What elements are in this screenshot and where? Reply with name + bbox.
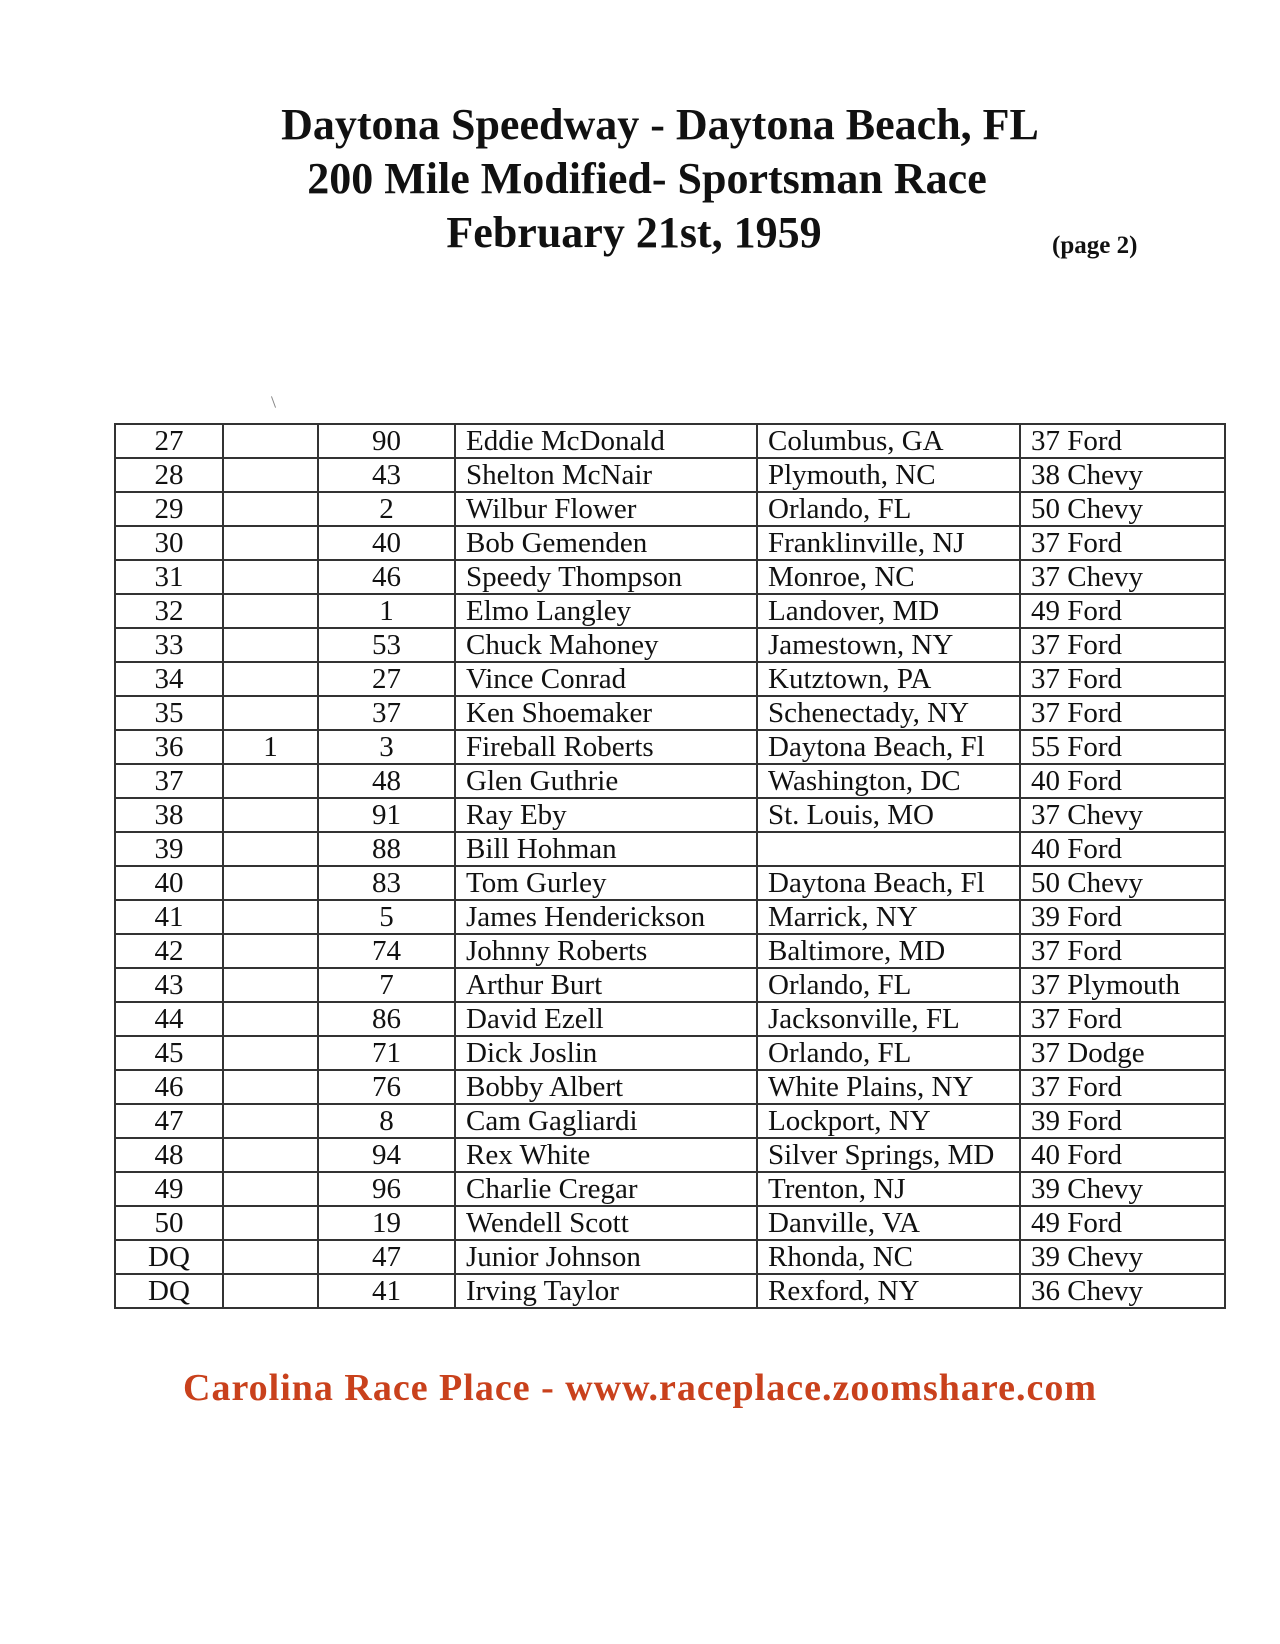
finish-position-cell: 30: [115, 526, 223, 560]
table-row: [115, 968, 1225, 1002]
car-make-cell: 37 Plymouth: [1020, 968, 1225, 1002]
car-make-cell: 37 Chevy: [1020, 560, 1225, 594]
driver-name-cell: Johnny Roberts: [455, 934, 757, 968]
driver-name-cell: Dick Joslin: [455, 1036, 757, 1070]
hometown-cell: White Plains, NY: [757, 1070, 1020, 1104]
hometown-cell: St. Louis, MO: [757, 798, 1020, 832]
start-position-cell: [223, 560, 318, 594]
car-number-cell: 48: [318, 764, 455, 798]
start-position-cell: [223, 866, 318, 900]
car-number-cell: 86: [318, 1002, 455, 1036]
car-make-cell: 50 Chevy: [1020, 492, 1225, 526]
car-number-cell: 53: [318, 628, 455, 662]
car-make-cell: 49 Ford: [1020, 594, 1225, 628]
car-make-cell: 40 Ford: [1020, 764, 1225, 798]
table-row: [115, 934, 1225, 968]
driver-name-cell: David Ezell: [455, 1002, 757, 1036]
start-position-cell: [223, 526, 318, 560]
driver-name-cell: Wendell Scott: [455, 1206, 757, 1240]
hometown-cell: Jamestown, NY: [757, 628, 1020, 662]
table-row: [115, 1104, 1225, 1138]
table-row: [115, 526, 1225, 560]
table-row: [115, 900, 1225, 934]
car-number-cell: 88: [318, 832, 455, 866]
hometown-cell: Marrick, NY: [757, 900, 1020, 934]
car-make-cell: 39 Chevy: [1020, 1172, 1225, 1206]
car-make-cell: 40 Ford: [1020, 1138, 1225, 1172]
driver-name-cell: Vince Conrad: [455, 662, 757, 696]
driver-name-cell: James Henderickson: [455, 900, 757, 934]
driver-name-cell: Junior Johnson: [455, 1240, 757, 1274]
car-make-cell: 49 Ford: [1020, 1206, 1225, 1240]
scan-mark: [271, 396, 276, 408]
driver-name-cell: Ray Eby: [455, 798, 757, 832]
finish-position-cell: 27: [115, 424, 223, 458]
table-row: [115, 1206, 1225, 1240]
car-number-cell: 19: [318, 1206, 455, 1240]
driver-name-cell: Tom Gurley: [455, 866, 757, 900]
table-row: [115, 662, 1225, 696]
table-row: [115, 560, 1225, 594]
table-row: [115, 730, 1225, 764]
hometown-cell: Rexford, NY: [757, 1274, 1020, 1308]
car-make-cell: 36 Chevy: [1020, 1274, 1225, 1308]
finish-position-cell: 29: [115, 492, 223, 526]
car-number-cell: 5: [318, 900, 455, 934]
driver-name-cell: Glen Guthrie: [455, 764, 757, 798]
car-number-cell: 46: [318, 560, 455, 594]
finish-position-cell: 43: [115, 968, 223, 1002]
finish-position-cell: 39: [115, 832, 223, 866]
driver-name-cell: Charlie Cregar: [455, 1172, 757, 1206]
car-number-cell: 47: [318, 1240, 455, 1274]
race-name: 200 Mile Modified- Sportsman Race: [307, 154, 987, 203]
table-row: [115, 866, 1225, 900]
hometown-cell: Monroe, NC: [757, 560, 1020, 594]
car-make-cell: 39 Ford: [1020, 900, 1225, 934]
finish-position-cell: 44: [115, 1002, 223, 1036]
car-make-cell: 50 Chevy: [1020, 866, 1225, 900]
hometown-cell: Plymouth, NC: [757, 458, 1020, 492]
car-number-cell: 43: [318, 458, 455, 492]
start-position-cell: [223, 1138, 318, 1172]
table-row: [115, 1138, 1225, 1172]
hometown-cell: Daytona Beach, Fl: [757, 866, 1020, 900]
results-table-body: [115, 424, 1225, 1308]
car-make-cell: 38 Chevy: [1020, 458, 1225, 492]
car-number-cell: 8: [318, 1104, 455, 1138]
finish-position-cell: 31: [115, 560, 223, 594]
driver-name-cell: Ken Shoemaker: [455, 696, 757, 730]
start-position-cell: [223, 696, 318, 730]
page-number-note: (page 2): [1052, 232, 1138, 259]
table-row: [115, 696, 1225, 730]
hometown-cell: Orlando, FL: [757, 1036, 1020, 1070]
car-number-cell: 41: [318, 1274, 455, 1308]
finish-position-cell: 37: [115, 764, 223, 798]
finish-position-cell: 40: [115, 866, 223, 900]
car-make-cell: 37 Ford: [1020, 424, 1225, 458]
start-position-cell: [223, 458, 318, 492]
finish-position-cell: 47: [115, 1104, 223, 1138]
table-row: [115, 798, 1225, 832]
hometown-cell: Lockport, NY: [757, 1104, 1020, 1138]
car-number-cell: 2: [318, 492, 455, 526]
finish-position-cell: 28: [115, 458, 223, 492]
start-position-cell: [223, 662, 318, 696]
table-row: [115, 1274, 1225, 1308]
finish-position-cell: 45: [115, 1036, 223, 1070]
start-position-cell: [223, 832, 318, 866]
table-row: [115, 1240, 1225, 1274]
car-make-cell: 55 Ford: [1020, 730, 1225, 764]
start-position-cell: [223, 628, 318, 662]
driver-name-cell: Cam Gagliardi: [455, 1104, 757, 1138]
finish-position-cell: 42: [115, 934, 223, 968]
car-make-cell: 37 Ford: [1020, 526, 1225, 560]
driver-name-cell: Irving Taylor: [455, 1274, 757, 1308]
start-position-cell: [223, 424, 318, 458]
hometown-cell: Rhonda, NC: [757, 1240, 1020, 1274]
car-number-cell: 83: [318, 866, 455, 900]
start-position-cell: [223, 1002, 318, 1036]
car-number-cell: 40: [318, 526, 455, 560]
hometown-cell: Washington, DC: [757, 764, 1020, 798]
hometown-cell: Daytona Beach, Fl: [757, 730, 1020, 764]
finish-position-cell: 41: [115, 900, 223, 934]
finish-position-cell: 35: [115, 696, 223, 730]
car-make-cell: 40 Ford: [1020, 832, 1225, 866]
hometown-cell: Jacksonville, FL: [757, 1002, 1020, 1036]
driver-name-cell: Rex White: [455, 1138, 757, 1172]
start-position-cell: [223, 934, 318, 968]
table-row: [115, 594, 1225, 628]
car-number-cell: 71: [318, 1036, 455, 1070]
driver-name-cell: Arthur Burt: [455, 968, 757, 1002]
car-make-cell: 39 Ford: [1020, 1104, 1225, 1138]
hometown-cell: Kutztown, PA: [757, 662, 1020, 696]
table-row: [115, 764, 1225, 798]
hometown-cell: Orlando, FL: [757, 492, 1020, 526]
car-number-cell: 1: [318, 594, 455, 628]
car-make-cell: 37 Ford: [1020, 662, 1225, 696]
start-position-cell: [223, 764, 318, 798]
hometown-cell: Trenton, NJ: [757, 1172, 1020, 1206]
footer-credit: Carolina Race Place - www.raceplace.zoomshare.com: [183, 1367, 1097, 1409]
table-row: [115, 492, 1225, 526]
start-position-cell: [223, 1104, 318, 1138]
finish-position-cell: 38: [115, 798, 223, 832]
hometown-cell: Columbus, GA: [757, 424, 1020, 458]
table-row: [115, 1070, 1225, 1104]
race-date: February 21st, 1959: [446, 208, 822, 257]
start-position-cell: [223, 492, 318, 526]
car-number-cell: 7: [318, 968, 455, 1002]
finish-position-cell: DQ: [115, 1274, 223, 1308]
start-position-cell: 1: [223, 730, 318, 764]
finish-position-cell: 49: [115, 1172, 223, 1206]
car-make-cell: 37 Ford: [1020, 1002, 1225, 1036]
table-row: [115, 1002, 1225, 1036]
driver-name-cell: Elmo Langley: [455, 594, 757, 628]
finish-position-cell: 50: [115, 1206, 223, 1240]
driver-name-cell: Eddie McDonald: [455, 424, 757, 458]
car-number-cell: 3: [318, 730, 455, 764]
driver-name-cell: Speedy Thompson: [455, 560, 757, 594]
start-position-cell: [223, 1274, 318, 1308]
finish-position-cell: 48: [115, 1138, 223, 1172]
finish-position-cell: 36: [115, 730, 223, 764]
table-row: [115, 1036, 1225, 1070]
car-make-cell: 37 Ford: [1020, 1070, 1225, 1104]
start-position-cell: [223, 798, 318, 832]
car-number-cell: 94: [318, 1138, 455, 1172]
hometown-cell: Franklinville, NJ: [757, 526, 1020, 560]
start-position-cell: [223, 1206, 318, 1240]
driver-name-cell: Wilbur Flower: [455, 492, 757, 526]
hometown-cell: Danville, VA: [757, 1206, 1020, 1240]
start-position-cell: [223, 900, 318, 934]
car-number-cell: 37: [318, 696, 455, 730]
start-position-cell: [223, 1172, 318, 1206]
start-position-cell: [223, 1070, 318, 1104]
finish-position-cell: DQ: [115, 1240, 223, 1274]
finish-position-cell: 32: [115, 594, 223, 628]
car-number-cell: 96: [318, 1172, 455, 1206]
results-table: [114, 423, 1226, 1309]
driver-name-cell: Chuck Mahoney: [455, 628, 757, 662]
hometown-cell: Orlando, FL: [757, 968, 1020, 1002]
table-row: [115, 458, 1225, 492]
page-title: Daytona Speedway - Daytona Beach, FL: [281, 100, 1039, 149]
table-row: [115, 1172, 1225, 1206]
finish-position-cell: 34: [115, 662, 223, 696]
hometown-cell: Silver Springs, MD: [757, 1138, 1020, 1172]
hometown-cell: Landover, MD: [757, 594, 1020, 628]
car-number-cell: 27: [318, 662, 455, 696]
table-row: [115, 424, 1225, 458]
start-position-cell: [223, 1240, 318, 1274]
finish-position-cell: 33: [115, 628, 223, 662]
car-make-cell: 39 Chevy: [1020, 1240, 1225, 1274]
driver-name-cell: Bill Hohman: [455, 832, 757, 866]
finish-position-cell: 46: [115, 1070, 223, 1104]
hometown-cell: Baltimore, MD: [757, 934, 1020, 968]
start-position-cell: [223, 1036, 318, 1070]
hometown-cell: [757, 832, 1020, 866]
driver-name-cell: Shelton McNair: [455, 458, 757, 492]
table-row: [115, 832, 1225, 866]
car-make-cell: 37 Chevy: [1020, 798, 1225, 832]
car-make-cell: 37 Ford: [1020, 934, 1225, 968]
car-make-cell: 37 Ford: [1020, 628, 1225, 662]
table-row: [115, 628, 1225, 662]
hometown-cell: Schenectady, NY: [757, 696, 1020, 730]
car-make-cell: 37 Dodge: [1020, 1036, 1225, 1070]
car-number-cell: 91: [318, 798, 455, 832]
car-number-cell: 74: [318, 934, 455, 968]
driver-name-cell: Fireball Roberts: [455, 730, 757, 764]
start-position-cell: [223, 968, 318, 1002]
car-number-cell: 90: [318, 424, 455, 458]
car-number-cell: 76: [318, 1070, 455, 1104]
driver-name-cell: Bob Gemenden: [455, 526, 757, 560]
car-make-cell: 37 Ford: [1020, 696, 1225, 730]
driver-name-cell: Bobby Albert: [455, 1070, 757, 1104]
start-position-cell: [223, 594, 318, 628]
